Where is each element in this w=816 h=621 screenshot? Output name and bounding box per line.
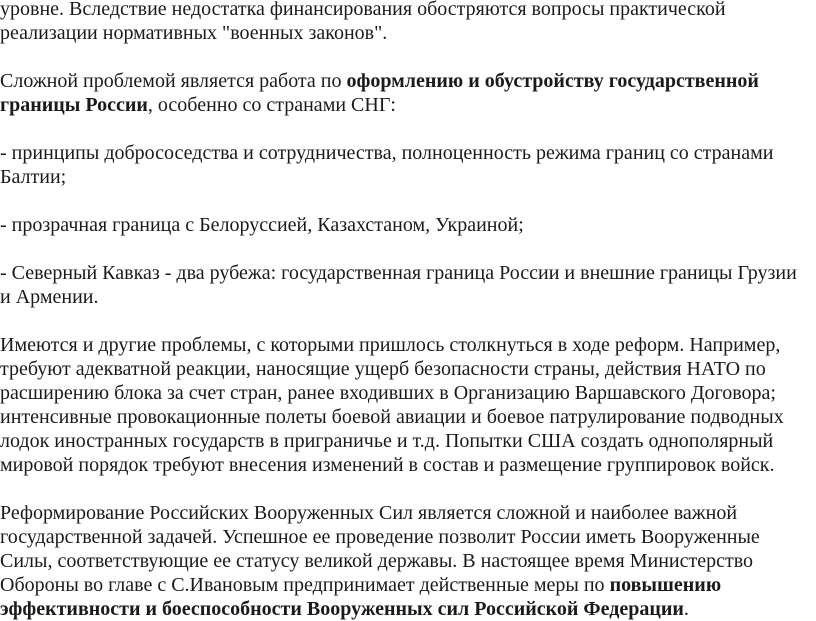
paragraph-other-problems <box>0 333 812 477</box>
paragraph-text: - принципы добрососедства и сотрудничества, полноценность режима границ со странами Балтии; <box>0 142 774 188</box>
paragraph-reform <box>0 501 812 621</box>
paragraph-text: Реформирование Российских Вооруженных Сил является сложной и наиболее важной государственной задачей. Успешное ее проведение позволит России иметь Вооруженные Силы, соответствующие ее статусу великой державы. В настоящее время Министерство Обороны во главе с С.Ивановым предпринимает действенные меры по <box>0 502 760 596</box>
paragraph-text: - прозрачная граница с Белоруссией, Казахстаном, Украиной; <box>0 214 524 236</box>
paragraph-text: Сложной проблемой является работа по <box>0 70 347 92</box>
paragraph-border-problem <box>0 69 812 117</box>
paragraph-text: Имеются и другие проблемы, с которыми пришлось столкнуться в ходе реформ. Например, требуют адекватной реакции, наносящие ущерб безопасности страны, действия НАТО по расширению блока за счет стран, ранее входивших в Организацию Варшавского Договора; интенсивные провокационные полеты боевой авиации и боевое патрулирование подводных лодок иностранных государств в приграничье и т.д. Попытки США создать однополярный мировой порядок требуют внесения изменений в состав и размещение группировок войск. <box>0 334 784 476</box>
paragraph-text: , особенно со странами СНГ: <box>147 94 396 116</box>
paragraph-text: уровне. Вследствие недостатка финансирования обостряются вопросы практической реализации нормативных "военных законов". <box>0 0 726 44</box>
paragraph-funding <box>0 0 812 45</box>
list-item-north-caucasus <box>0 261 812 309</box>
paragraph-text: - Северный Кавказ - два рубежа: государственная граница России и внешние границы Грузии и Армении. <box>0 262 797 308</box>
paragraph-emphasis: повышению эффективности и боеспособности Вооруженных сил Российской Федерации <box>0 574 722 620</box>
paragraph-emphasis: оформлению и обустройству государственной границы России <box>0 70 759 116</box>
list-item-baltics <box>0 141 812 189</box>
paragraph-text: . <box>683 598 689 620</box>
list-item-transparent-border <box>0 213 812 237</box>
